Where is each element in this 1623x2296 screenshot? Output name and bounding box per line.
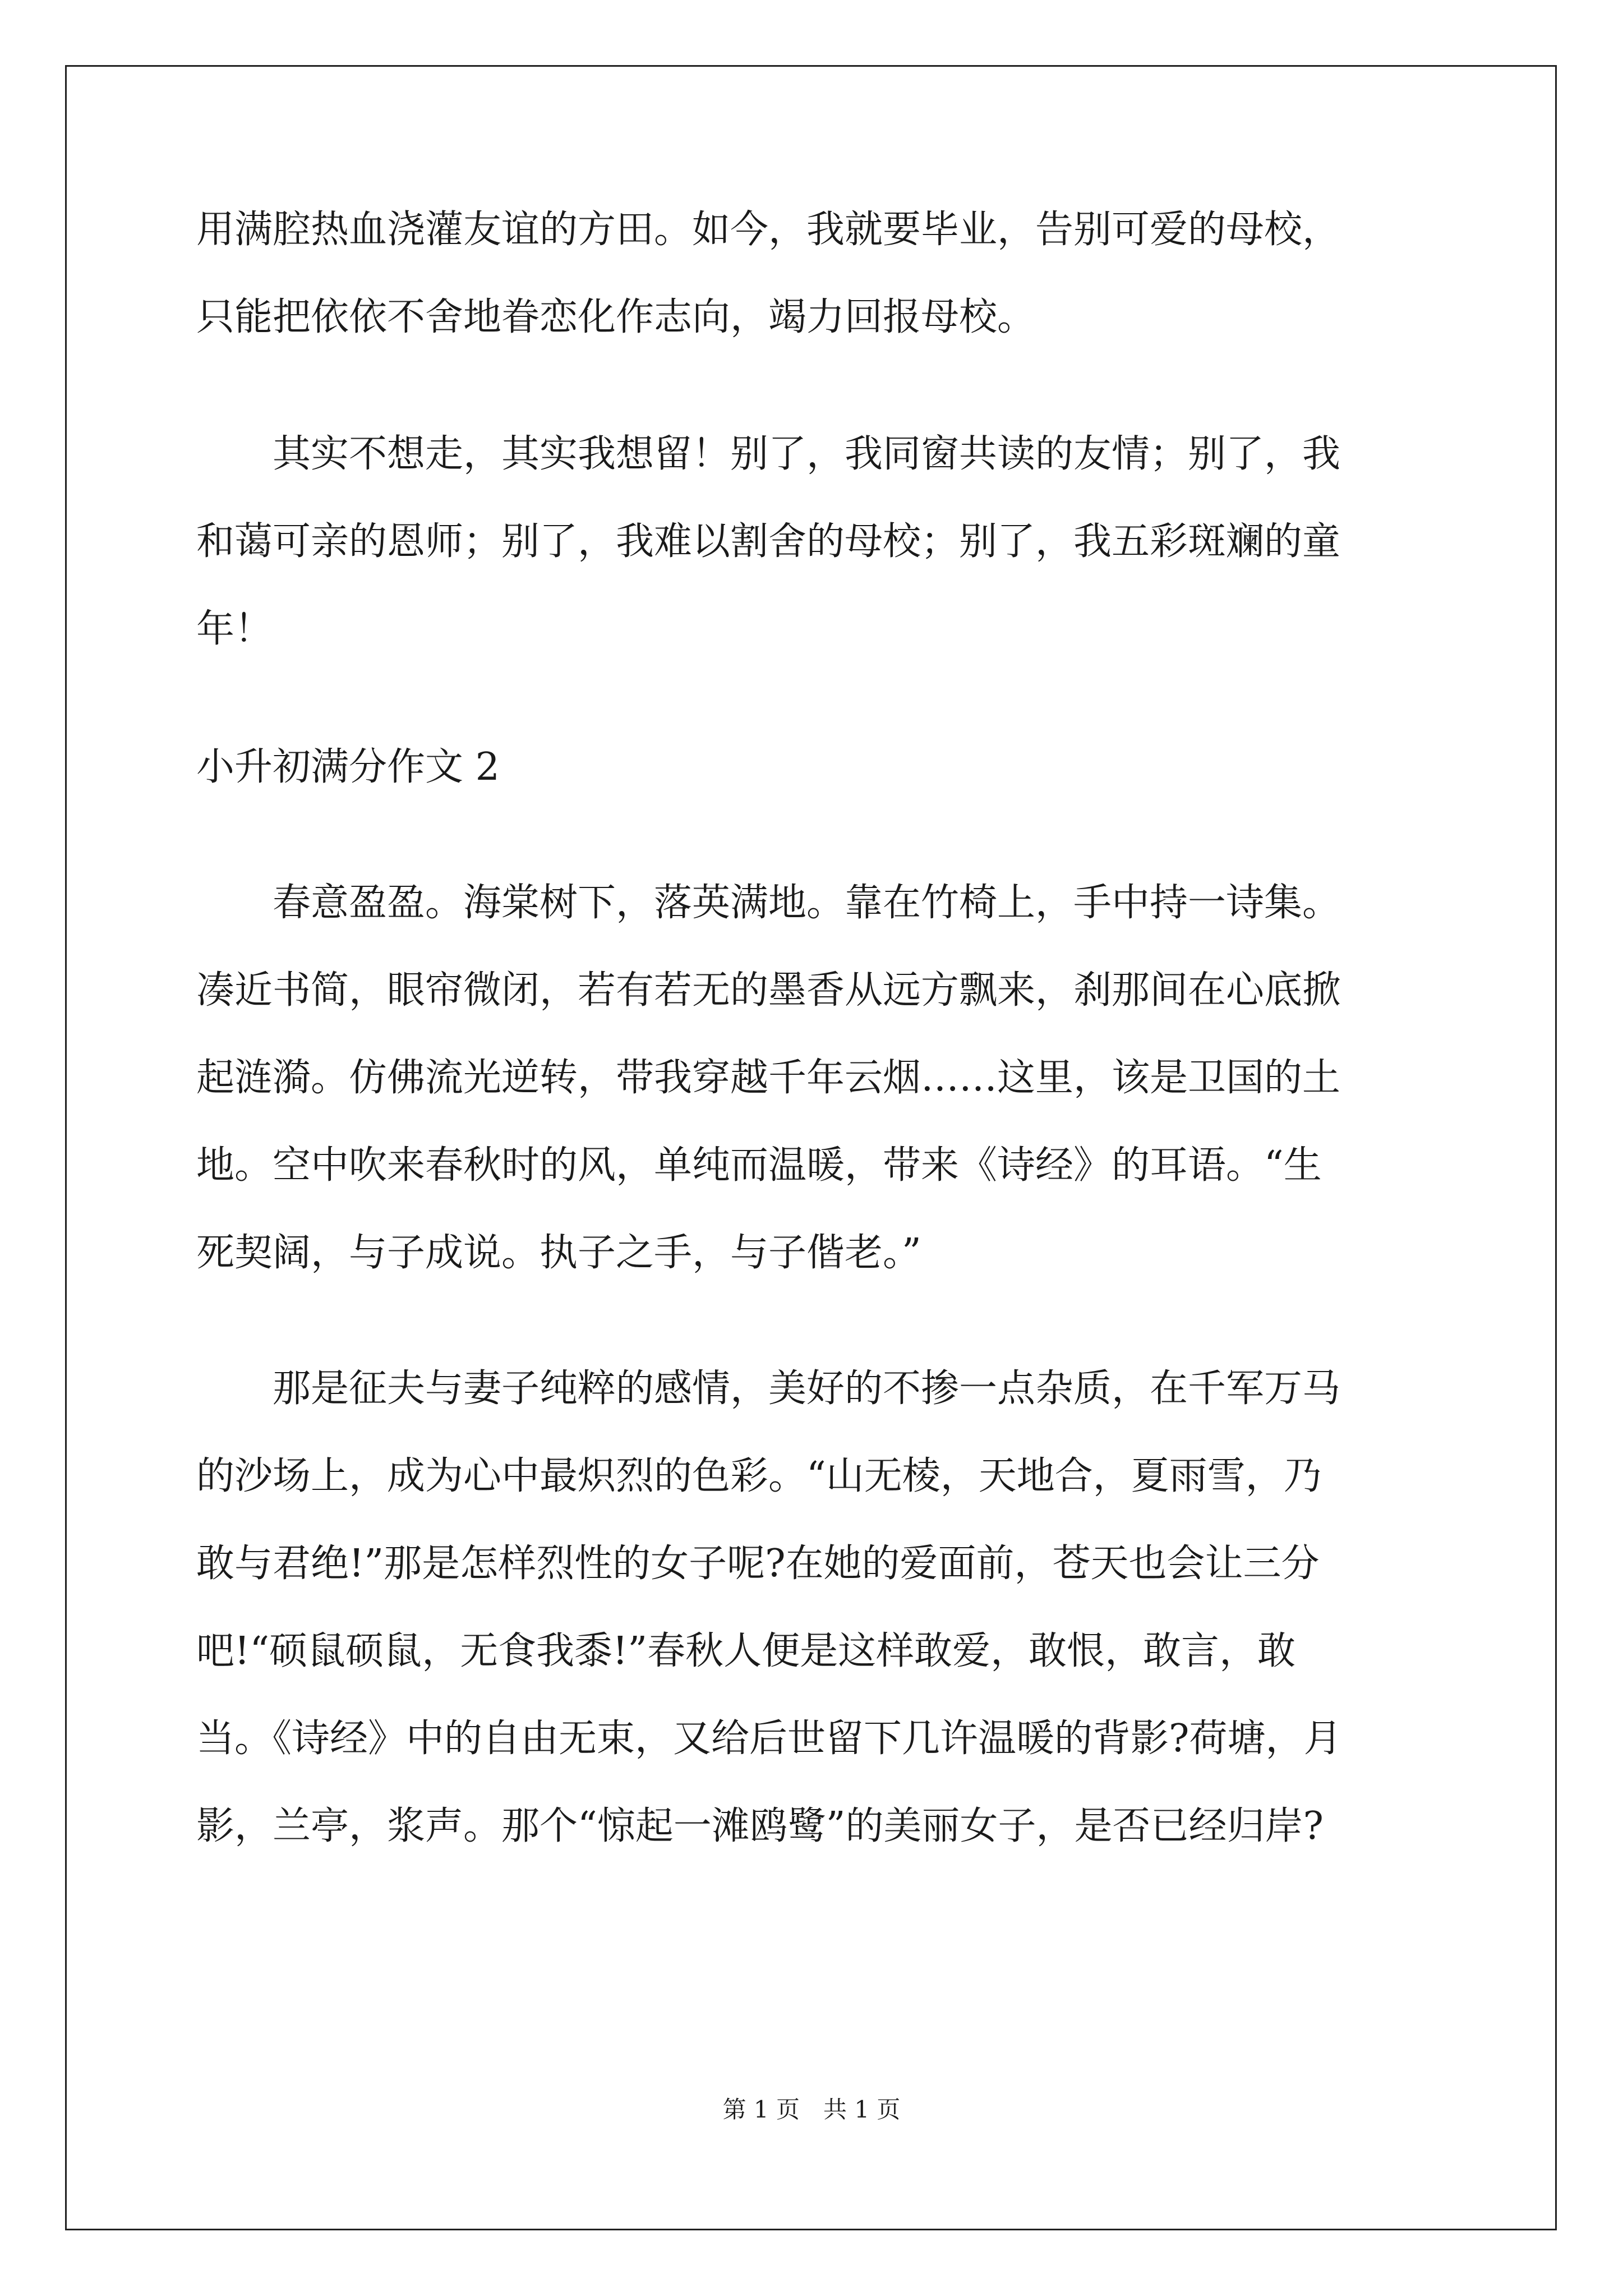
text-line: 的沙场上，成为心中最炽烈的色彩。“山无棱，天地合，夏雨雪，乃 — [196, 1454, 1322, 1498]
text-line: 死契阔，与子成说。执子之手，与子偕老。” — [196, 1231, 921, 1275]
text-line: 春意盈盈。海棠树下，落英满地。靠在竹椅上，手中持一诗集。 — [196, 881, 1341, 925]
text-line: 地。空中吹来春秋时的风，单纯而温暖，带来《诗经》的耳语。“生 — [196, 1143, 1322, 1188]
text-line: 只能把依依不舍地眷恋化作志向，竭力回报母校。 — [196, 295, 1036, 339]
text-line: 起涟漪。仿佛流光逆转，带我穿越千年云烟……这里，该是卫国的土 — [196, 1056, 1341, 1100]
text-line: 吧!“硕鼠硕鼠，无食我黍!”春秋人便是这样敢爱，敢恨，敢言，敢 — [196, 1629, 1296, 1673]
text-line: 其实不想走，其实我想留！别了，我同窗共读的友情；别了，我 — [196, 432, 1341, 476]
text-line: 那是征夫与妻子纯粹的感情，美好的不掺一点杂质，在千军万马 — [196, 1366, 1341, 1411]
text-line: 年！ — [196, 607, 273, 651]
page-number-footer: 第 1 页 共 1 页 — [722, 2096, 901, 2123]
text-line: 用满腔热血浇灌友谊的方田。如今，我就要毕业，告别可爱的母校， — [196, 208, 1341, 252]
text-line: 凑近书简，眼帘微闭，若有若无的墨香从远方飘来，刹那间在心底掀 — [196, 968, 1341, 1013]
text-line: 当。《诗经》中的自由无束，又给后世留下几许温暖的背影?荷塘，月 — [196, 1717, 1342, 1761]
text-line: 和蔼可亲的恩师；别了，我难以割舍的母校；别了，我五彩斑斓的童 — [196, 519, 1341, 564]
section-heading: 小升初满分作文 2 — [196, 745, 500, 789]
text-line: 影，兰亭，浆声。那个“惊起一滩鸥鹭”的美丽女子，是否已经归岸? — [196, 1804, 1324, 1848]
text-line: 敢与君绝!”那是怎样烈性的女子呢?在她的爱面前，苍天也会让三分 — [196, 1542, 1320, 1586]
